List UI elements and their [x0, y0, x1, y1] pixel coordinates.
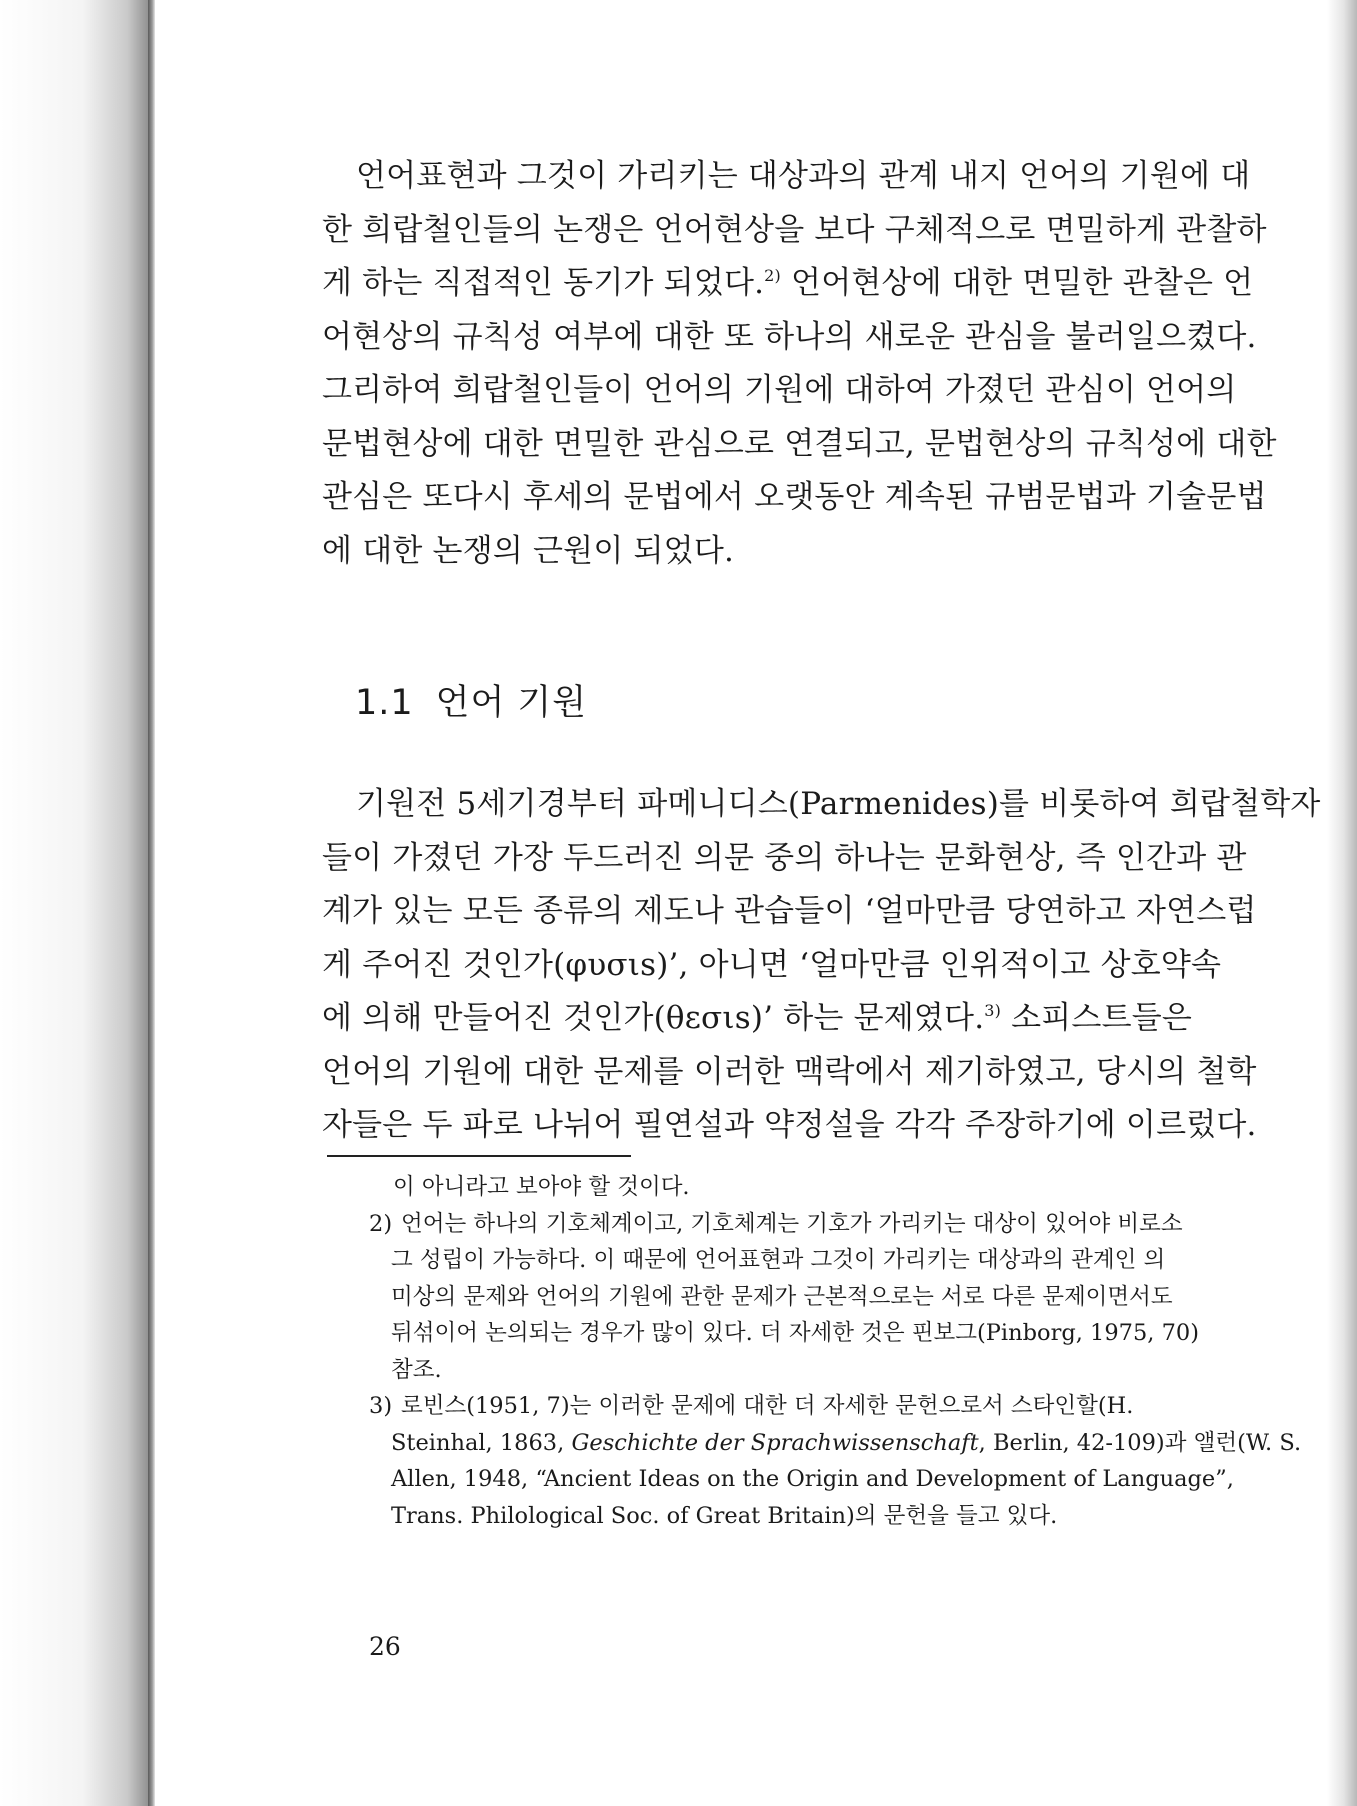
- section-number: 1.1: [355, 683, 414, 723]
- footnote-3-line: [369, 1425, 1357, 1462]
- text-segment: 언어현상에 대한 면밀한 관찰은 언: [781, 265, 1254, 301]
- text-line: 언어의 기원에 대한 문제를 이러한 맥락에서 제기하였고, 당시의 철학: [322, 1053, 1257, 1090]
- page-number: 26: [369, 1632, 401, 1661]
- footnote-2-line: 그 성립이 가능하다. 이 때문에 언어표현과 그것이 가리키는 대상과의 관계인 의: [391, 1247, 1166, 1273]
- text-line: 게 주어진 것인가(φυσιѕ)’, 아니면 ‘얼마만큼 인위적이고 상호약속: [322, 946, 1222, 983]
- paragraph-origin: [322, 778, 1357, 1153]
- page-gutter-shadow: [0, 0, 150, 1806]
- footnote-text: Steinhal, 1863,: [391, 1429, 572, 1456]
- text-line: [322, 992, 1357, 1046]
- text-line: [322, 257, 1357, 311]
- text-line: 그리하여 희랍철인들이 언어의 기원에 대하여 가졌던 관심이 언어의: [322, 372, 1237, 408]
- text-line: 에 대한 논쟁의 근원이 되었다.: [322, 532, 735, 569]
- text-line: 문법현상에 대한 면밀한 관심으로 연결되고, 문법현상의 규칙성에 대한: [322, 425, 1277, 462]
- footnote-text: 로빈스(1951, 7)는 이러한 문제에 대한 더 자세한 문헌으로서 스타인할(H.: [401, 1393, 1134, 1419]
- text-line: 기원전 5세기경부터 파메니디스(Parmenides)를 비롯하여 희랍철학자: [356, 786, 1321, 822]
- text-segment: 소피스트들은: [1001, 1000, 1193, 1036]
- section-title: 언어 기원: [435, 683, 588, 723]
- footnote-2-line: 참조.: [391, 1356, 442, 1383]
- footnote-text: 언어는 하나의 기호체계이고, 기호체계는 기호가 가리키는 대상이 있어야 비로소: [401, 1210, 1183, 1237]
- footnote-ref-2[interactable]: 2): [764, 266, 781, 285]
- section-heading: [355, 675, 587, 725]
- footnote-3-line: Trans. Philological Soc. of Great Britain)의 문헌을 들고 있다.: [391, 1502, 1058, 1529]
- text-line: 관심은 또다시 후세의 문법에서 오랫동안 계속된 규범문법과 기술문법: [322, 479, 1267, 515]
- footnote-text: , Berlin, 42-109)과 앨런(W. S.: [978, 1429, 1302, 1456]
- footnote-2-line: [369, 1206, 1357, 1243]
- book-page: [155, 0, 1327, 1806]
- footnote-number: 2): [369, 1210, 393, 1237]
- text-line: 어현상의 규칙성 여부에 대한 또 하나의 새로운 관심을 불러일으켰다.: [322, 318, 1257, 355]
- text-line: 언어표현과 그것이 가리키는 대상과의 관계 내지 언어의 기원에 대: [356, 158, 1251, 194]
- text-line: 자들은 두 파로 나뉘어 필연설과 약정설을 각각 주장하기에 이르렀다.: [322, 1107, 1257, 1143]
- footnote-2-line: 뒤섞이어 논의되는 경우가 많이 있다. 더 자세한 것은 핀보그(Pinborg, 1975, 70): [391, 1320, 1199, 1346]
- footnote-3-line: Allen, 1948, “Ancient Ideas on the Origin and Development of Language”,: [391, 1466, 1234, 1492]
- footnote-number: 3): [369, 1393, 393, 1419]
- footnotes: [369, 1169, 1357, 1534]
- page-binding-edge: [148, 0, 155, 1806]
- footnote-ref-3[interactable]: 3): [984, 1001, 1002, 1020]
- paragraph-intro: [322, 150, 1357, 578]
- book-title-italic: Geschichte der Sprachwissenschaft: [571, 1429, 979, 1456]
- footnote-continuation: 이 아니라고 보아야 할 것이다.: [393, 1174, 690, 1200]
- text-line: 들이 가졌던 가장 두드러진 의문 중의 하나는 문화현상, 즉 인간과 관: [322, 839, 1247, 876]
- text-segment: 게 하는 직접적인 동기가 되었다.: [322, 265, 765, 301]
- text-segment: 에 의해 만들어진 것인가(θεσιѕ)’ 하는 문제였다.: [322, 1000, 985, 1036]
- footnote-divider: [327, 1155, 631, 1157]
- text-line: 계가 있는 모든 종류의 제도나 관습들이 ‘얼마만큼 당연하고 자연스럽: [322, 893, 1257, 929]
- text-line: 한 희랍철인들의 논쟁은 언어현상을 보다 구체적으로 면밀하게 관찰하: [322, 211, 1267, 248]
- footnote-2-line: 미상의 문제와 언어의 기원에 관한 문제가 근본적으로는 서로 다른 문제이면서도: [391, 1283, 1173, 1310]
- footnote-3-line: [369, 1388, 1357, 1425]
